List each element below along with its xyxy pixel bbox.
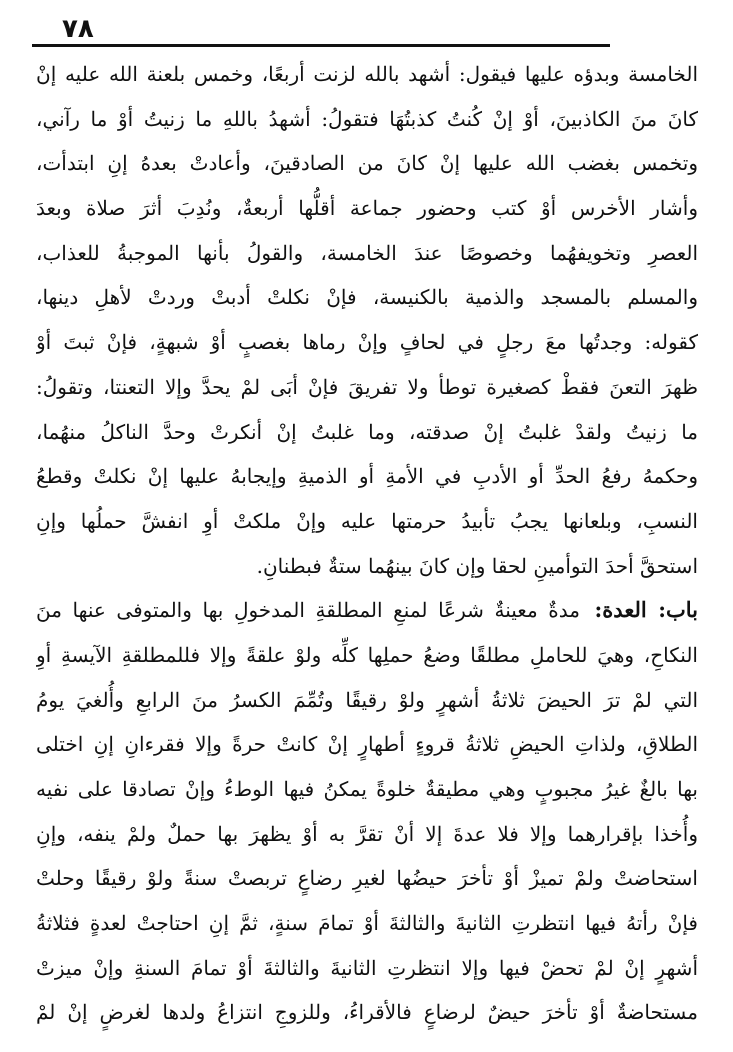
header-rule xyxy=(32,44,610,47)
text-line: فإنْ رأتهُ فيها انتظرتِ الثانيةَ والثالثةَ أوْ تمامَ سنةٍ، ثمَّ إنِ احتاجتْ لعدةٍ فثلاثةُ xyxy=(36,911,698,936)
text-line: وأشار الأخرس أوْ كتب وحضور جماعة أقلُّها أربعةٌ، ونُدِبَ أثرَ صلاة وبعدَ xyxy=(36,196,698,221)
section-heading-text: مدةٌ معينةٌ شرعًا لمنعِ المطلقةِ المدخولِ بها والمتوفى عنها منَ xyxy=(36,598,580,623)
text-line: الطلاقِ، ولذاتِ الحيضِ ثلاثةُ قروءٍ أطهارٍ إنْ كانتْ حرةً وإلا فقرءانِ إنِ اختلى xyxy=(36,732,698,757)
text-line: أشهرٍ إنْ لمْ تحضْ فيها وإلا انتظرتِ الثانيةَ والثالثةَ أوْ تمامَ السنةِ وإنْ ميزتْ xyxy=(36,955,698,980)
text-line: كقوله: وجدتُها معَ رجلٍ في لحافٍ وإنْ رماها بغصبٍ أوْ شبهةٍ، فإنْ ثبتَ أوْ xyxy=(36,330,698,355)
text-line: مستحاضةٌ أوْ تأخرَ حيضٌ لرضاعٍ فالأقراءُ، وللزوجِ انتزاعُ ولدها لغرضٍ إنْ لمْ xyxy=(36,1000,698,1025)
page-text xyxy=(36,52,698,1035)
text-line: وتخمس بغضب الله عليها إنْ كانَ من الصادقينَ، وأعادتْ بعدهُ إنِ ابتدأت، xyxy=(36,151,698,176)
text-line: النكاحِ، وهيَ للحاملِ مطلقًا وضعُ حملِها كلِّه ولوْ علقةً وإلا فللمطلقةِ الآيسةِ أوِ xyxy=(36,642,698,667)
text-line: استحاضتْ ولمْ تميزْ أوْ تأخرَ حيضُها لغيرِ رضاعٍ تربصتْ سنةً ولوْ رقيقًا وحلتْ xyxy=(36,866,698,891)
page-number: ٧٨ xyxy=(62,14,94,44)
text-line: ما زنيتُ ولقدْ غلبتُ إنْ صدقته، وما غلبتُ إنْ أنكرتْ وحدَّ الناكلُ منهُما، xyxy=(36,419,698,444)
text-line: كانَ منَ الكاذبينَ، أوْ إنْ كُنتُ كذبتُهَا فتقولُ: أشهدُ باللهِ ما زنيتُ أوْ ما رآني، xyxy=(36,106,698,131)
text-line: النسبِ، وبلعانها يجبُ تأبيدُ حرمتها عليه وإنْ ملكتْ أوِ انفشَّ حملُها وإنِ xyxy=(36,508,698,533)
text-line: التي لمْ ترَ الحيضَ ثلاثةُ أشهرٍ ولوْ رقيقًا وتُمِّمَ الكسرُ منَ الرابعِ وأُلغيَ يومُ xyxy=(36,687,698,712)
text-line: العصرِ وتخويفهُما وخصوصًا عندَ الخامسة، والقولُ بأنها الموجبةُ للعذاب، xyxy=(36,240,698,265)
text-line: ظهرَ التعنَ فقطْ كصغيرة توطأ ولا تفريقَ فإنْ أبَى لمْ يحدَّ وإلا التعنتا، وتقولُ: xyxy=(36,374,698,399)
section-heading-line xyxy=(36,588,698,633)
section-heading: باب: العدة: xyxy=(594,597,698,623)
text-line: والمسلم بالمسجد والذمية بالكنيسة، فإنْ نكلتْ أدبتْ وردتْ لأهلِ دينها، xyxy=(36,285,698,310)
text-line: استحقَّ أحدَ التوأمينِ لحقا وإن كانَ بينهُما ستةٌ فبطنانِ. xyxy=(256,553,698,578)
text-line: بها بالغٌ غيرُ مجبوبٍ وهي مطيقةٌ خلوةً يمكنُ فيها الوطءُ وإنْ تصادقا على نفيه xyxy=(36,777,698,801)
text-line: الخامسة وبدؤه عليها فيقول: أشهد بالله لزنت أربعًا، وخمس بلعنة الله عليه إنْ xyxy=(36,62,698,86)
text-line: وحكمهُ رفعُ الحدِّ أو الأدبِ في الأمةِ أو الذميةِ وإيجابهُ عليها إنْ نكلتْ وقطعُ xyxy=(36,464,698,489)
text-line: وأُخذا بإقرارهما وإلا فلا عدةَ إلا أنْ تقرَّ به أوْ يظهرَ بها حملٌ ولمْ ينفه، وإنِ xyxy=(36,821,698,846)
